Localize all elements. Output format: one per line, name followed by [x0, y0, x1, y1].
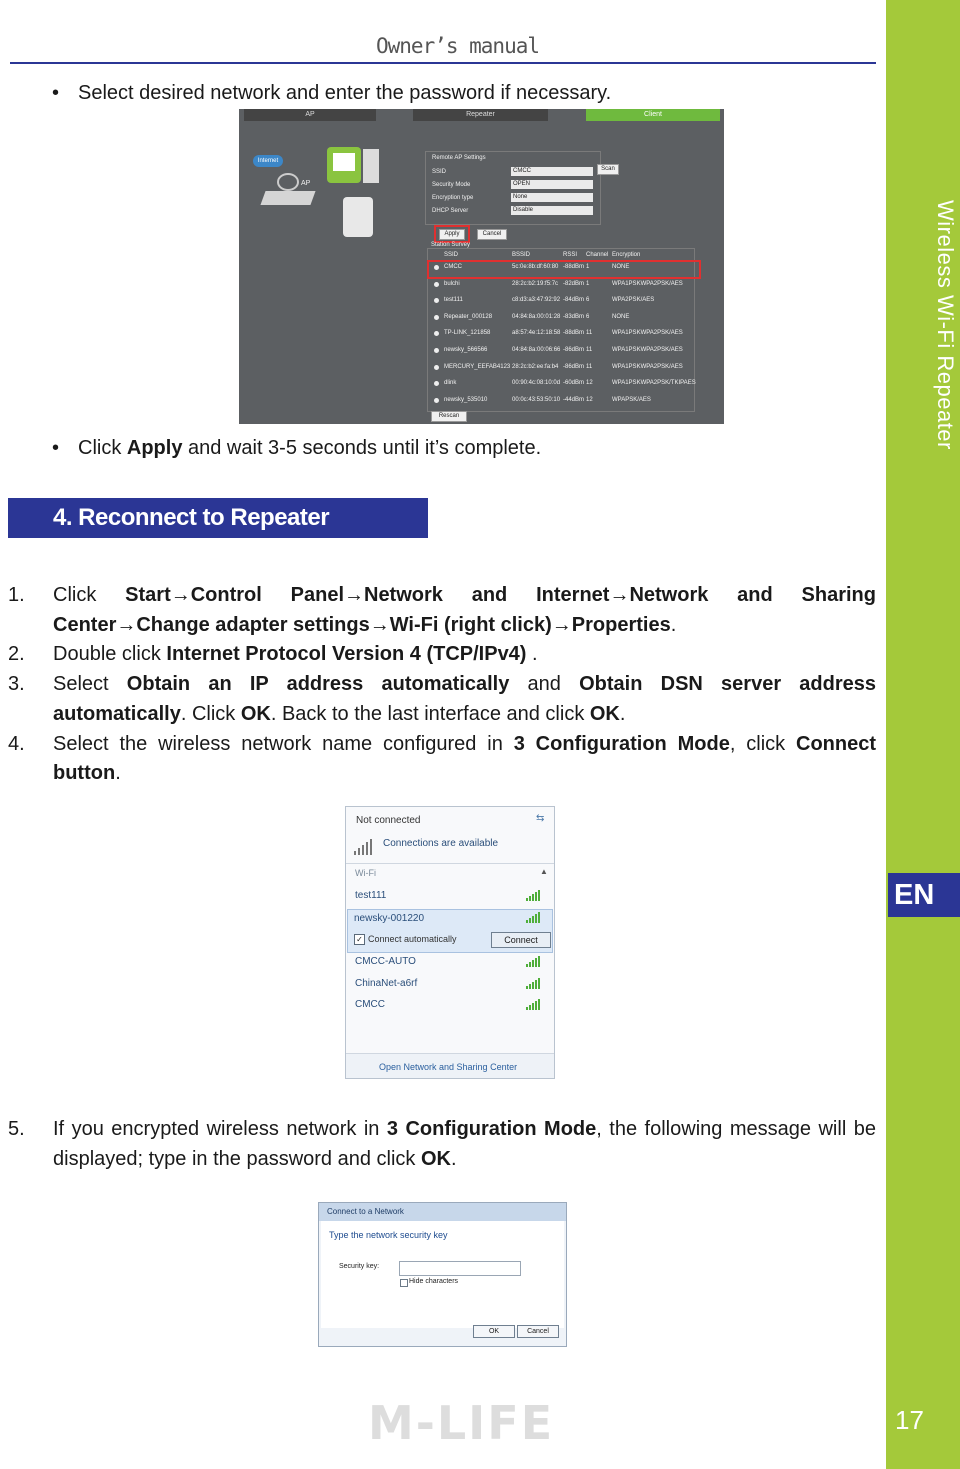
dialog-heading: Type the network security key [329, 1230, 448, 1240]
apply-bold: Apply [126, 437, 183, 459]
bullet-text: Select desired network and enter the password if necessary. [78, 82, 612, 104]
internet-badge: Internet [253, 155, 283, 167]
col-channel: Channel [586, 252, 609, 258]
ssid-field[interactable]: CMCC [511, 167, 593, 176]
open-network-center-link[interactable]: Open Network and Sharing Center [379, 1062, 518, 1072]
page-number: 17 [895, 1405, 924, 1435]
bullet-select-network [52, 79, 611, 107]
wifi-signal-icon [526, 956, 542, 967]
sidebar-title: Wireless Wi-Fi Repeater [933, 200, 958, 450]
wifi-signal-icon [526, 890, 542, 901]
col-rssi: RSSI [563, 252, 578, 258]
bullet-dot: • [52, 82, 60, 104]
survey-row-radio[interactable] [434, 298, 439, 303]
wifi-signal-icon [277, 173, 299, 191]
router-icon [260, 191, 315, 205]
survey-cell: 28:2c:b2:19:f5:7c [512, 280, 559, 287]
col-bssid: BSSID [512, 252, 531, 258]
survey-cell: WPA2PSK/AES [612, 297, 655, 304]
connect-button[interactable]: Connect [491, 932, 551, 948]
survey-cell: CMCC [444, 264, 462, 270]
connections-available-text: Connections are available [383, 838, 499, 849]
survey-cell: 5c:0e:8b:df:60:80 [512, 264, 559, 270]
encryption-type-select[interactable]: None [511, 193, 593, 202]
survey-cell: c8:d3:a3:47:92:92 [512, 297, 561, 304]
survey-cell: 12 [586, 396, 593, 403]
survey-cell: 1 [586, 264, 590, 270]
survey-cell: -88dBm [563, 330, 585, 337]
not-connected-text: Not connected [356, 815, 421, 826]
bullet-click-apply: • Click Apply and wait 3-5 seconds until it’s complete. [52, 434, 541, 462]
survey-row-radio[interactable] [434, 398, 439, 403]
security-mode-select[interactable]: OPEN [511, 180, 593, 189]
survey-cell: a8:57:4e:12:18:58 [512, 330, 561, 337]
survey-row-radio[interactable] [434, 315, 439, 320]
network-cmcc[interactable]: CMCC [355, 999, 385, 1010]
survey-cell: 00:0c:43:53:50:10 [512, 396, 561, 403]
survey-cell: -83dBm [563, 313, 585, 320]
survey-cell: 11 [586, 330, 593, 337]
survey-cell: 04:84:8a:00:01:28 [512, 313, 561, 320]
apply-highlight [434, 225, 470, 243]
step-1: 1. Click Start→Control Panel→Network and Internet→Network and Sharing Center→Change adapter settings→Wi-Fi (right click)→Properties. [8, 584, 876, 636]
survey-cell: 6 [586, 313, 590, 320]
ssid-label: SSID [432, 169, 447, 175]
page-header: Owner’s manual [376, 34, 540, 58]
tab-ap[interactable]: AP [244, 109, 376, 121]
encryption-type-label: Encryption type [432, 195, 474, 201]
refresh-icon[interactable]: ⇆ [536, 813, 545, 824]
hide-characters-checkbox[interactable] [400, 1279, 408, 1287]
steps-list-2 [8, 1115, 876, 1174]
tab-repeater[interactable]: Repeater [413, 109, 548, 121]
wifi-group-label: Wi-Fi [355, 868, 376, 878]
rescan-button[interactable]: Rescan [431, 411, 467, 422]
pc-tower-icon [363, 149, 379, 183]
station-survey-label: Station Survey [431, 242, 471, 248]
monitor-icon [327, 147, 361, 183]
step-4: 4. Select the wireless network name configured in 3 Configuration Mode, click Connect button. [8, 732, 877, 785]
bullet-dot: • [52, 437, 60, 459]
apply-button[interactable]: Apply [439, 229, 465, 240]
survey-cell: WPAPSK/AES [612, 396, 651, 403]
wifi-popup-screenshot [345, 806, 555, 1079]
survey-cell: 28:2c:b2:ee:fa:b4 [512, 363, 559, 370]
survey-cell: -84dBm [563, 297, 585, 304]
survey-cell: 11 [586, 363, 593, 370]
survey-cell: -86dBm [563, 363, 585, 370]
step-2: 2. Double click Internet Protocol Version 4 (TCP/IPv4) . [8, 643, 538, 666]
survey-cell: newsky_566566 [444, 347, 488, 353]
settings-title: Remote AP Settings [432, 155, 486, 161]
network-cmcc-auto[interactable]: CMCC-AUTO [355, 956, 416, 967]
survey-cell: 12 [586, 380, 593, 387]
col-ssid: SSID [444, 252, 459, 258]
survey-cell: -86dBm [563, 347, 585, 353]
survey-cell: -60dBm [563, 380, 585, 387]
step-3: 3. Select Obtain an IP address automatically and Obtain DSN server address automatically. Click OK. Back to the last interface and click OK. [8, 673, 877, 725]
security-mode-label: Security Mode [432, 182, 471, 188]
section-heading: 4. Reconnect to Repeater [8, 498, 428, 538]
remote-ap-settings-panel [425, 151, 601, 225]
router-settings-screenshot [239, 109, 724, 424]
survey-cell: 00:90:4c:08:10:0d [512, 380, 561, 387]
ok-button[interactable]: OK [473, 1325, 515, 1338]
survey-cell: 6 [586, 297, 590, 304]
header-divider [10, 62, 876, 64]
wifi-signal-icon [526, 999, 542, 1010]
cancel-dialog-button[interactable]: Cancel [517, 1325, 559, 1338]
survey-cell: 04:84:8a:00:06:66 [512, 347, 561, 353]
survey-cell: TP-LINK_121858 [444, 330, 491, 337]
security-key-dialog-screenshot [318, 1202, 567, 1347]
collapse-icon[interactable]: ▲ [540, 867, 548, 876]
survey-cell: WPA1PSKWPA2PSK/TKIPAES [612, 380, 696, 387]
survey-row-radio[interactable] [434, 282, 439, 287]
tab-client[interactable]: Client [586, 109, 720, 121]
wifi-signal-icon [526, 912, 542, 923]
wifi-signal-icon [526, 978, 542, 989]
connect-auto-label: Connect automatically [368, 934, 457, 944]
connect-auto-checkbox[interactable]: ✓ [354, 934, 365, 945]
signal-bars-icon [354, 839, 378, 855]
dhcp-server-label: DHCP Server [432, 208, 469, 214]
col-encryption: Encryption [612, 252, 641, 258]
survey-cell: Repeater_000128 [444, 313, 493, 320]
network-test111[interactable]: test111 [355, 890, 387, 901]
step-5: 5. If you encrypted wireless network in 3 Configuration Mode, the following message will be displayed; type in the password and click OK. [8, 1118, 876, 1170]
survey-row-radio[interactable] [434, 348, 439, 353]
survey-cell: -82dBm [563, 280, 585, 287]
dhcp-server-select[interactable]: Disable [511, 206, 593, 215]
cancel-button[interactable]: Cancel [477, 229, 507, 240]
brand-logo: M-LIFE [368, 1396, 555, 1450]
scan-button[interactable]: Scan [597, 164, 619, 175]
repeater-device-icon [343, 197, 373, 237]
hide-characters-label: Hide characters [409, 1278, 459, 1285]
network-chinanet[interactable]: ChinaNet-a6rf [355, 978, 418, 989]
ap-label: AP [301, 180, 311, 187]
survey-cell: newsky_535010 [444, 396, 488, 403]
survey-cell: dlink [444, 380, 457, 387]
survey-cell: MERCURY_EEFAB4123 [444, 363, 511, 370]
survey-cell: 1 [586, 280, 590, 287]
dialog-title: Connect to a Network [327, 1207, 404, 1216]
cmcc-row-highlight [427, 260, 701, 279]
survey-cell: WPA1PSKWPA2PSK/AES [612, 280, 683, 287]
network-newsky[interactable]: newsky-001220 [354, 913, 425, 924]
survey-row-radio[interactable] [434, 365, 439, 370]
survey-cell: test111 [444, 297, 463, 304]
network-selected-panel[interactable] [347, 909, 553, 953]
survey-cell: bulchi [444, 280, 460, 287]
survey-row-radio[interactable] [434, 381, 439, 386]
survey-cell: WPA1PSKWPA2PSK/AES [612, 330, 683, 337]
steps-list [8, 581, 876, 789]
survey-cell: WPA1PSKWPA2PSK/AES [612, 347, 683, 353]
survey-cell: 11 [586, 347, 593, 353]
survey-cell: -88dBm [563, 264, 585, 270]
security-key-label: Security key: [339, 1263, 380, 1270]
survey-cell: NONE [612, 264, 630, 270]
survey-cell: -44dBm [563, 396, 585, 403]
survey-cell: NONE [612, 313, 630, 320]
survey-cell: WPA1PSKWPA2PSK/AES [612, 363, 683, 370]
survey-row-radio[interactable] [434, 331, 439, 336]
language-badge: EN [888, 873, 960, 917]
security-key-input[interactable] [399, 1261, 521, 1276]
